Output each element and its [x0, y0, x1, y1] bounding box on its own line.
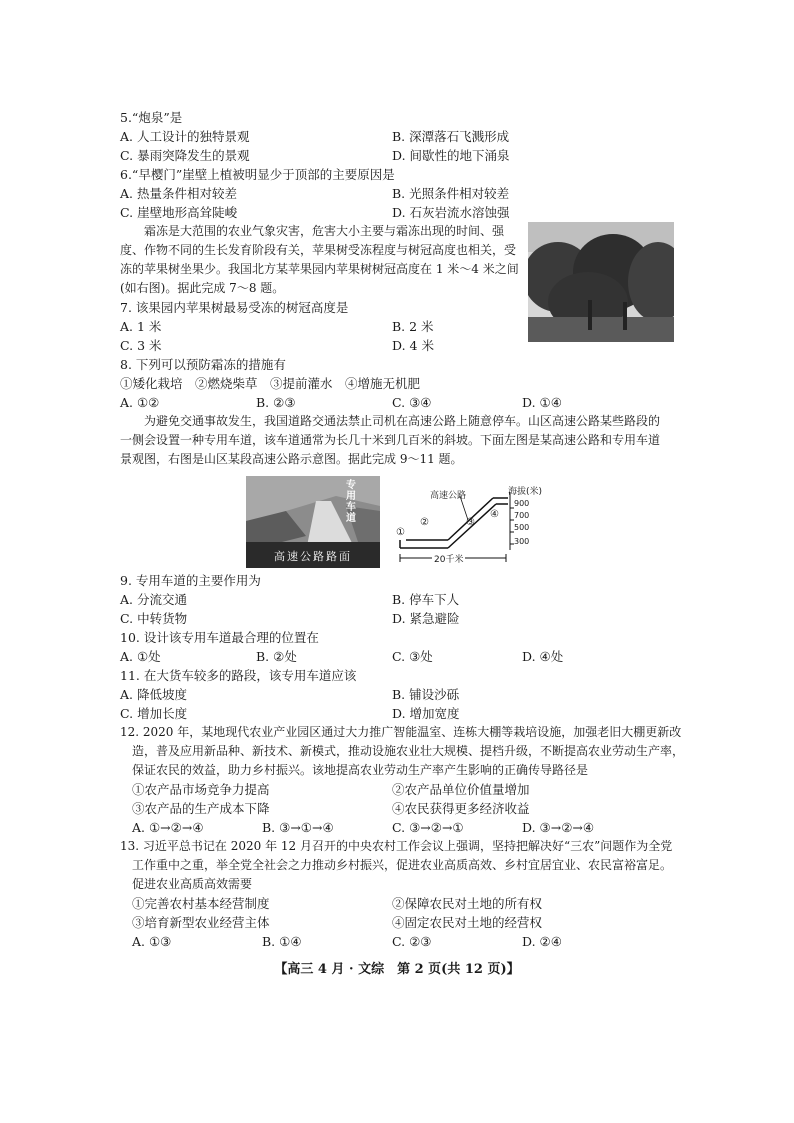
q5-option-b: B. 深潭落石飞溅形成 — [392, 129, 510, 144]
q6-stem: 6.“早樱门”崖壁上植被明显少于顶部的主要原因是 — [120, 167, 395, 182]
q8-option-b: B. ②③ — [256, 395, 296, 410]
q13-option-a: A. ①③ — [132, 934, 172, 949]
q12-option-d: D. ③→②→④ — [522, 820, 595, 835]
q7-option-d: D. 4 米 — [392, 338, 434, 353]
schematic-marker-2: ② — [420, 517, 429, 528]
passage2-line1: 为避免交通事故发生，我国道路交通法禁止司机在高速公路上随意停车。山区高速公路某些路段的 — [144, 414, 661, 428]
q13-item-1: ①完善农村基本经营制度 — [132, 896, 270, 911]
q11-option-a: A. 降低坡度 — [120, 687, 187, 702]
q12-option-c: C. ③→②→① — [392, 820, 464, 835]
passage1-line1: 霜冻是大范围的农业气象灾害，危害大小主要与霜冻出现的时间、强 — [144, 224, 505, 238]
q8-option-a: A. ①② — [120, 395, 160, 410]
page-footer: 【高三 4 月 · 文综 第 2 页(共 12 页)】 — [274, 962, 520, 977]
q10-stem: 10. 设计该专用车道最合理的位置在 — [120, 630, 319, 645]
apple-orchard-photo — [528, 222, 674, 342]
q13-stem-line1: 13. 习近平总书记在 2020 年 12 月召开的中央农村工作会议上强调，坚持把解决好“三农”问题作为全党 — [120, 839, 673, 853]
q9-option-c: C. 中转货物 — [120, 611, 188, 626]
q6-option-c: C. 崖壁地形高耸陡峻 — [120, 205, 238, 220]
q13-option-c: C. ②③ — [392, 934, 432, 949]
schematic-tick-700: 700 — [514, 511, 530, 520]
q8-option-c: C. ③④ — [392, 395, 432, 410]
q6-option-b: B. 光照条件相对较差 — [392, 186, 510, 201]
q12-stem-line2: 造，普及应用新品种、新技术、新模式，推动设施农业壮大规模、提档升级，不断提高农业劳动生产率， — [132, 744, 685, 758]
q9-option-b: B. 停车下人 — [392, 592, 460, 607]
passage1-line3: 冻的苹果树坐果少。我国北方某苹果园内苹果树树冠高度在 1 米～4 米之间 — [120, 262, 519, 276]
schematic-marker-4: ④ — [490, 509, 499, 520]
q13-option-d: D. ②④ — [522, 934, 562, 949]
q12-item-4: ④农民获得更多经济收益 — [392, 801, 530, 816]
q7-option-b: B. 2 米 — [392, 319, 434, 334]
q12-item-1: ①农产品市场竞争力提高 — [132, 782, 270, 797]
schematic-distance: 20千米 — [432, 552, 465, 569]
q10-option-b: B. ②处 — [256, 649, 297, 664]
schematic-tick-300: 300 — [514, 537, 530, 546]
q11-stem: 11. 在大货车较多的路段，该专用车道应该 — [120, 668, 357, 683]
q11-option-c: C. 增加长度 — [120, 706, 188, 721]
q12-stem-line3: 保证农民的效益，助力乡村振兴。该地提高农业劳动生产率产生影响的正确传导路径是 — [132, 763, 589, 777]
q10-option-c: C. ③处 — [392, 649, 433, 664]
q8-items: ①矮化栽培 ②燃烧柴草 ③提前灌水 ④增施无机肥 — [120, 376, 421, 391]
q13-option-b: B. ①④ — [262, 934, 302, 949]
q10-option-a: A. ①处 — [120, 649, 161, 664]
q5-option-c: C. 暴雨突降发生的景观 — [120, 148, 250, 163]
q13-item-4: ④固定农民对土地的经营权 — [392, 915, 543, 930]
q9-stem: 9. 专用车道的主要作用为 — [120, 573, 261, 588]
passage1-line4: (如右图)。据此完成 7～8 题。 — [120, 281, 285, 295]
schematic-tick-900: 900 — [514, 499, 530, 508]
q5-option-d: D. 间歇性的地下涌泉 — [392, 148, 510, 163]
schematic-marker-3: ③ — [466, 517, 475, 528]
passage2-line3: 景观图，右图是山区某段高速公路示意图。据此完成 9～11 题。 — [120, 452, 463, 466]
schematic-tick-500: 500 — [514, 523, 530, 532]
q9-option-a: A. 分流交通 — [120, 592, 187, 607]
q8-stem: 8. 下列可以预防霜冻的措施有 — [120, 357, 286, 372]
q13-stem-line2: 工作重中之重，举全党全社会之力推动乡村振兴，促进农业高质高效、乡村宜居宜业、农民富裕富足。 — [132, 858, 673, 872]
highway-photo — [246, 476, 380, 568]
q7-stem: 7. 该果园内苹果树最易受冻的树冠高度是 — [120, 300, 349, 315]
schematic-road-label: 高速公路 — [430, 491, 467, 501]
q12-item-2: ②农产品单位价值量增加 — [392, 782, 530, 797]
passage1-line2: 度、作物不同的生长发育阶段有关，苹果树受冻程度与树冠高度也相关，受 — [120, 243, 517, 257]
q11-option-b: B. 铺设沙砾 — [392, 687, 460, 702]
q13-item-2: ②保障农民对土地的所有权 — [392, 896, 543, 911]
q13-stem-line3: 促进农业高质高效需要 — [132, 877, 253, 891]
q8-option-d: D. ①④ — [522, 395, 562, 410]
q12-item-3: ③农产品的生产成本下降 — [132, 801, 270, 816]
q6-option-a: A. 热量条件相对较差 — [120, 186, 237, 201]
q10-option-d: D. ④处 — [522, 649, 564, 664]
q11-option-d: D. 增加宽度 — [392, 706, 460, 721]
highway-caption: 高速公路路面 — [274, 550, 352, 563]
q9-option-d: D. 紧急避险 — [392, 611, 460, 626]
q12-option-a: A. ①→②→④ — [132, 820, 204, 835]
schematic-axis-label: 海拔(米) — [508, 487, 543, 497]
q13-item-3: ③培育新型农业经营主体 — [132, 915, 270, 930]
q7-option-c: C. 3 米 — [120, 338, 162, 353]
schematic-marker-1: ① — [396, 527, 405, 538]
q12-stem-line1: 12. 2020 年，某地现代农业产业园区通过大力推广智能温室、连栋大棚等栽培设施，加强老旧大棚更新改 — [120, 725, 682, 739]
special-lane-label: 专用车道 — [346, 480, 356, 524]
q5-stem: 5.“炮泉”是 — [120, 110, 183, 125]
q6-option-d: D. 石灰岩流水溶蚀强 — [392, 205, 510, 220]
q5-option-a: A. 人工设计的独特景观 — [120, 129, 250, 144]
passage2-line2: 一侧会设置一种专用车道，该车道通常为长几十米到几百米的斜坡。下面左图是某高速公路和专用车道 — [120, 433, 661, 447]
q7-option-a: A. 1 米 — [120, 319, 162, 334]
q12-option-b: B. ③→①→④ — [262, 820, 334, 835]
